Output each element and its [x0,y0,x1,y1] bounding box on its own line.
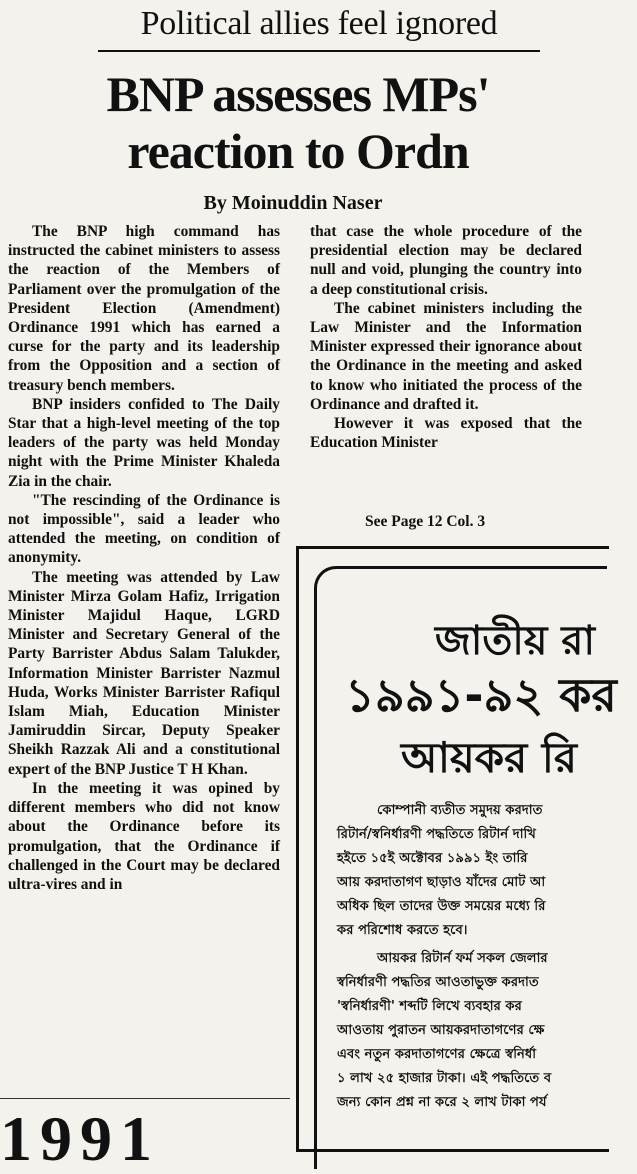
ad-body [337,799,637,1115]
byline: By Moinuddin Naser [203,192,383,214]
paragraph: The cabinet ministers including the Law Minister and the Information Minister expressed their ignorance about the Ordinance in the meeting and asked to know who initiated the process of the Ordinance and drafted it. [310,299,582,413]
ad-body-line: অধিক ছিল তাদের উক্ত সময়ের মধ্যে রি [337,899,546,914]
ad-body-line: ১ লাখ ২৫ হাজার টাকা। এই পদ্ধতিতে ব [337,1071,552,1086]
paragraph: The BNP high command has instructed the cabinet ministers to assess the reaction of the Members of Parliament over the promulgation of the President Election (Amendment) Ordinance 1991 which has earned a curse for the party and its leadership from the Opposition and a section of treasury bench members. [8,223,280,394]
headline-line-1: BNP assesses MPs' [106,66,490,122]
ad-body-line: আয়কর রিটার্ন ফর্ম সকল জেলার [377,951,548,966]
ad-body-line: রিটার্ন/স্বনির্ধারণী পদ্ধতিতে রিটার্ন দাখি [337,827,536,842]
ad-body-line: আওতায় পুরাতন আয়করদাতাগণের ক্ষে [337,1023,545,1038]
kicker-headline: Political allies feel ignored [98,0,540,52]
article-column-2 [310,222,582,532]
headline-line-2: reaction to Ordn [127,123,469,179]
ad-body-line: 'স্বনির্ধারণী' শব্দটি লিখে ব্যবহার কর [337,999,522,1014]
ad-title-line-3: আয়কর রি [401,733,577,782]
article-column-1 [8,222,280,1112]
paragraph: The meeting was attended by Law Minister Mirza Golam Hafiz, Irrigation Minister Majidul Haque, LGRD Minister and Secretary General of the Party Barrister Abdus Salam Talukder, Information Minister Barrister Nazmul Huda, Works Minister Barrister Rafiqul Islam Miah, Education Minister Jamiruddin Sircar, Deputy Speaker Sheikh Razzak Ali and a constitutional expert of the BNP Justice T H Khan. [8,568,280,778]
next-headline-fragment [0,1103,290,1174]
continuation-line: See Page 12 Col. 3 [365,513,486,530]
next-headline-text: 1991 [0,1103,160,1174]
main-headline [0,66,596,180]
paragraph: "The rescinding of the Ordinance is not impossible", said a leader who attended the meeting, on condition of anonymity. [8,491,280,567]
ad-body-line: হইতে ১৫ই অক্টোবর ১৯৯১ ইং তারি [337,851,528,866]
ad-body-line: কর পরিশোধ করতে হবে। [337,923,468,938]
ad-body-line: জন্য কোন প্রশ্ন না করে ২ লাখ টাকা পর্য [337,1095,547,1110]
paragraph: BNP insiders confided to The Daily Star that a high-level meeting of the top leaders of the party was held Monday night with the Prime Minister Khaleda Zia in the chair. [8,395,280,490]
paragraph: However it was exposed that the Education Minister [310,415,582,452]
advertisement-box [314,566,617,1169]
ad-body-line: স্বনির্ধারণী পদ্ধতির আওতাভুক্ত করদাত [337,975,539,990]
paragraph: In the meeting it was opined by different members who did not know about the Ordinance before its promulgation, that the Ordinance if challenged in the Court may be declared ultra-vires and in [8,779,280,893]
ad-body-line: এবং নতুন করদাতাগণের ক্ষেত্রে স্বনির্ধা [337,1047,537,1062]
paragraph: that case the whole procedure of the presidential election may be declared null and void, plunging the country into a deep constitutional crisis. [310,223,582,298]
ad-body-line: কোম্পানী ব্যতীত সমুদয় করদাত [377,803,543,818]
divider [0,1098,290,1099]
ad-title-line-2: ১৯৯১-৯২ কর [345,668,617,722]
ad-title-line-1: জাতীয় রা [435,618,595,664]
ad-body-line: আয় করদাতাগণ ছাড়াও যাঁদের মোট আ [337,875,546,890]
